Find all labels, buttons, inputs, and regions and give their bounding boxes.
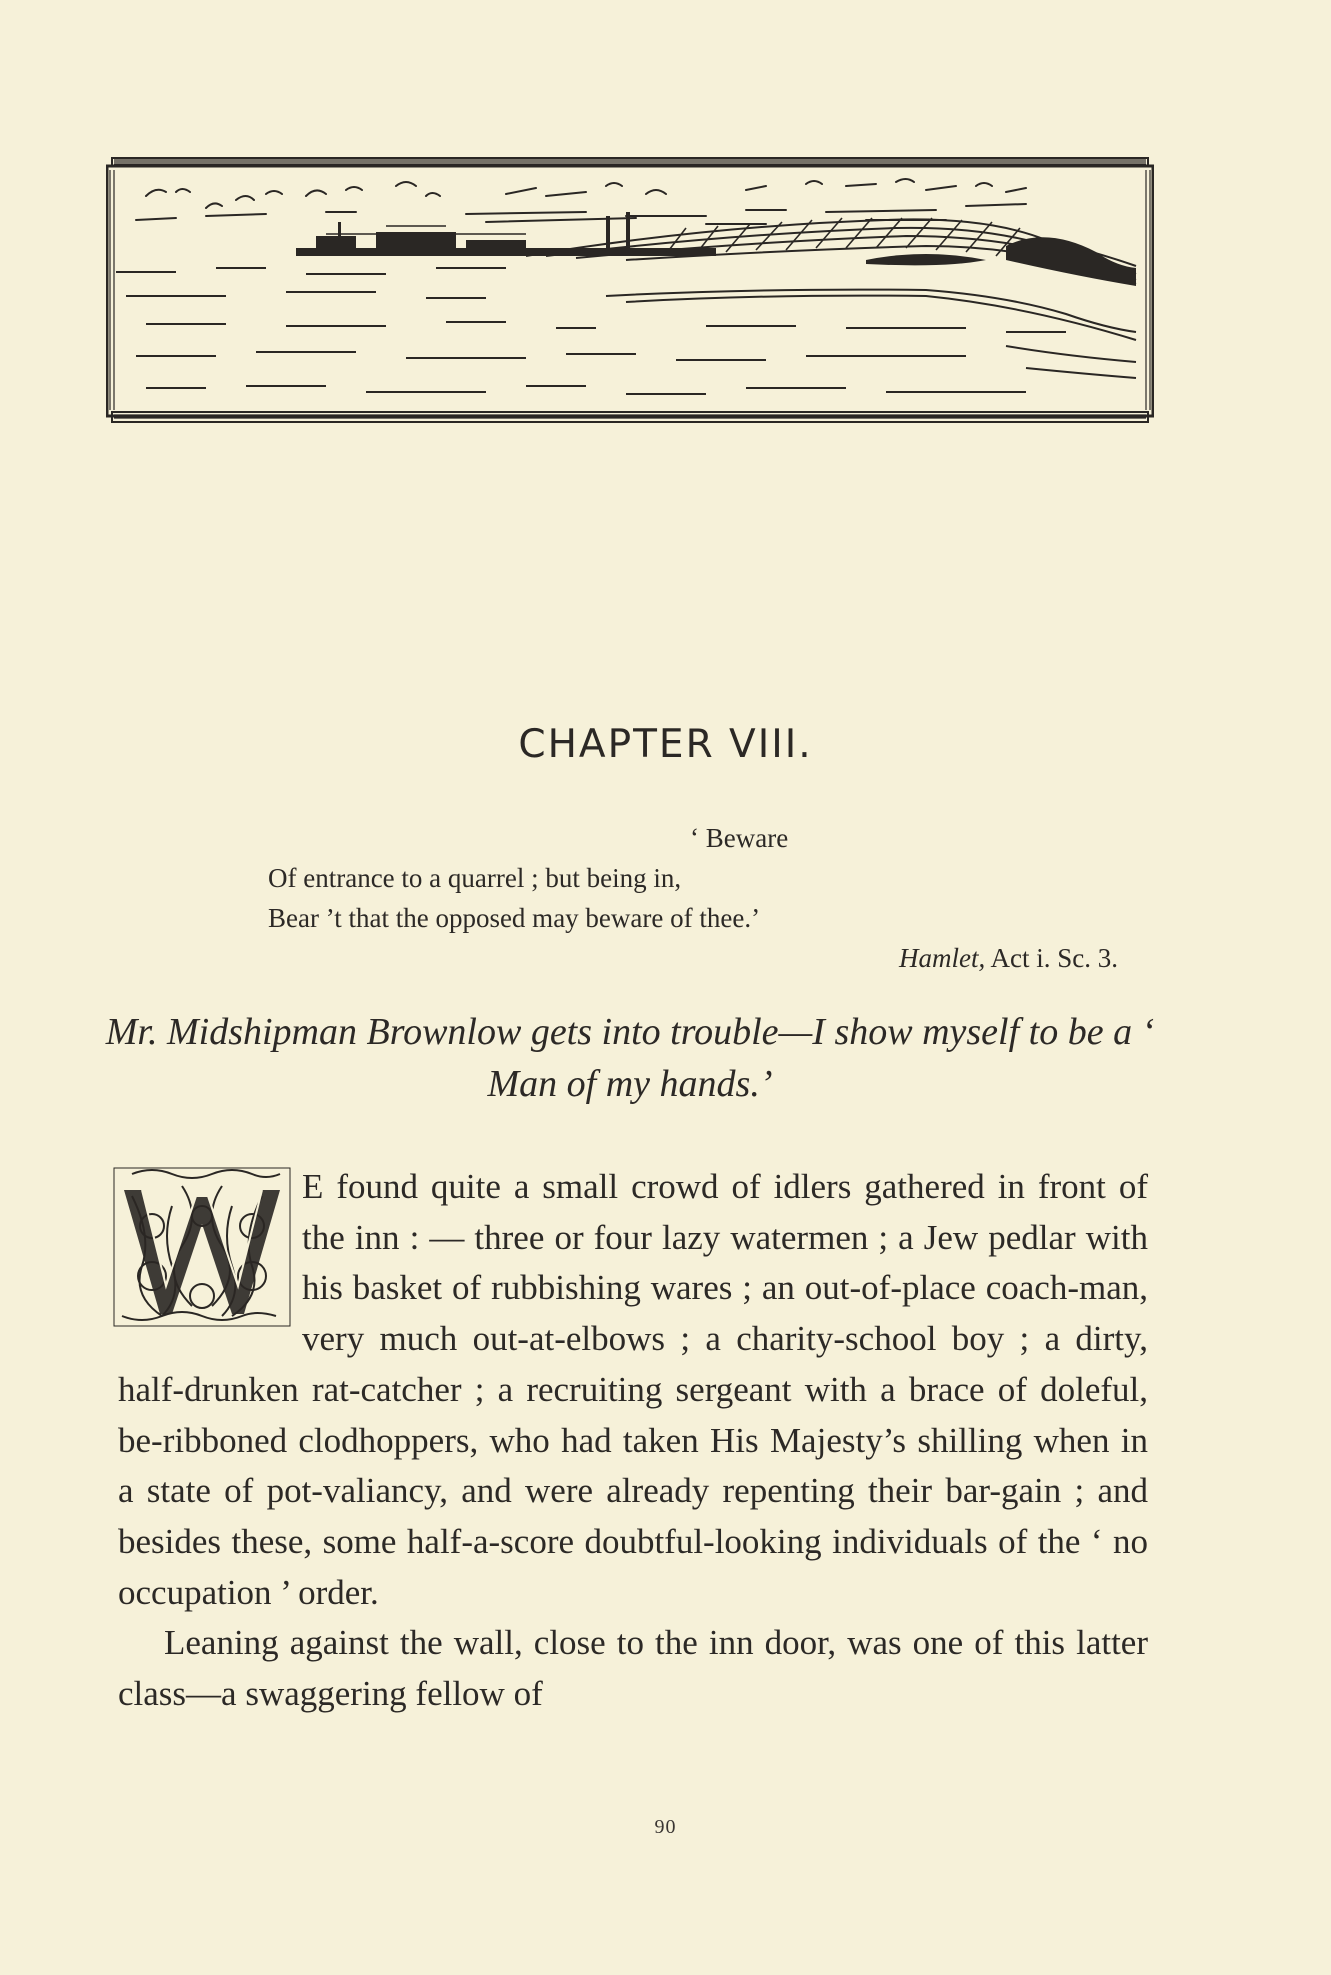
epigraph-line-3: Bear ’t that the opposed may beware of thee.’ bbox=[268, 903, 761, 933]
epigraph-source-ref: Act i. Sc. 3. bbox=[985, 943, 1118, 973]
chapter-summary: Mr. Midshipman Brownlow gets into trouble—I show myself to be a ‘ Man of my hands.’ bbox=[105, 1011, 1155, 1105]
paragraph-1-text: E found quite a small crowd of idlers gathered in front of the inn : — three or four lazy watermen ; a Jew pedlar with his basket of rubbishing wares ; an out-of-place coach-man, very much out-at-elbows ; a charity-school boy ; a dirty, half-drunken rat-catcher ; a recruiting sergeant with a brace of doleful, be-ribboned clodhoppers, who had taken His Majesty’s shilling when in a state of pot-valiancy, and were already repenting their bar-gain ; and besides these, some half-a-score doubtful-looking individuals of the ‘ no occupation ’ order. bbox=[118, 1167, 1148, 1612]
dropcap-w-ornament bbox=[112, 1166, 292, 1328]
headpiece-engraving bbox=[106, 156, 1154, 426]
epigraph bbox=[268, 818, 1118, 978]
chapter-body bbox=[118, 1162, 1148, 1720]
epigraph-line-2: Of entrance to a quarrel ; but being in, bbox=[268, 863, 682, 893]
epigraph-line-1: ‘ Beware bbox=[690, 823, 789, 853]
epigraph-attribution bbox=[268, 938, 1118, 978]
paragraph-1 bbox=[118, 1162, 1148, 1618]
chapter-title: CHAPTER VIII. bbox=[518, 722, 813, 767]
epigraph-source-work: Hamlet, bbox=[899, 943, 986, 973]
page-number: 90 bbox=[654, 1816, 677, 1838]
paragraph-2: Leaning against the wall, close to the inn door, was one of this latter class—a swaggering fellow of bbox=[118, 1623, 1148, 1714]
